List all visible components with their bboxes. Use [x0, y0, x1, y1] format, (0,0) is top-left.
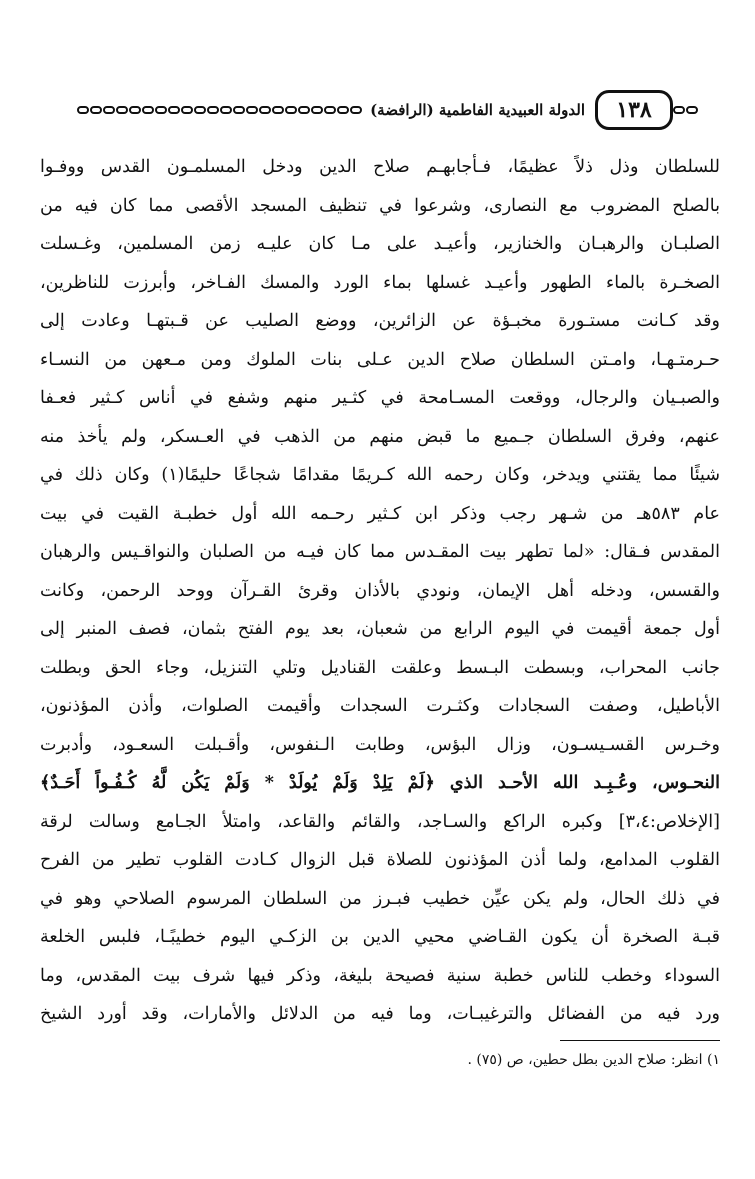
header-title: الدولة العبيدية الفاطمية (الرافضة)	[370, 101, 585, 119]
header-ornament-chain	[58, 106, 362, 114]
text-line: للسلطان وذل ذلاً عظيمًا، فـأجابهـم صلاح الدين ودخل المسلمـون القدس ووفـوا	[40, 157, 720, 177]
text-line: الصلبـان والرهبـان والخنازير، وأعيـد على مـا كان عليـه زمن المسلمين، وغـسلت	[40, 234, 720, 254]
text-line: وقد كـانت مستـورة مخبـؤة عن الزائرين، ووضع الصليب عن قـبتهـا وعادت إلى	[40, 311, 720, 331]
footnote: ١) انظر: صلاح الدين بطل حطين، ص (٧٥) .	[467, 1052, 720, 1068]
body-text	[40, 148, 720, 1034]
page-number: ١٣٨	[595, 90, 673, 130]
text-line: بالصلح المضروب مع النصارى، وشرعوا في تنظيف المسجد الأقصى مما كان فيه من	[40, 195, 720, 216]
text-line: جانب المحراب، وبسطت البـسط وعلقت القناديل وتلي التنزيل، وجاء الحق وبطلت	[40, 657, 720, 678]
text-line: [الإخلاص:٣،٤] وكبره الراكع والسـاجد، والقائم والقاعد، وامتلأ الجـامع وسالت لرقة	[40, 811, 720, 832]
running-header	[58, 90, 698, 130]
text-line: الصخـرة بالماء الطهور وأعيـد غسلها بماء الورد والمسك الفـاخر، وأبرزت للناظرين،	[40, 272, 720, 293]
header-ornament-right	[673, 106, 698, 114]
text-line: عنهم، وفرق السلطان جـميع ما قبض منهم من الذهب في العـسكر، ولم يأخذ منه	[40, 426, 720, 447]
text-line: عام ٥٨٣هـ من شـهر رجب وذكر ابن كـثير رحـمه الله أول خطبـة القيت في بيت	[40, 503, 720, 524]
text-line: شيئًا مما يقتني ويدخر، وكان رحمه الله كـريمًا مقدامًا شجاعًا حليمًا(١) وكان ذلك في	[40, 465, 720, 485]
text-line: والصبـيان والرجال، ووقعت المسـامحة في كثـير منهم وشفع في أناس كـثير فعـفا	[40, 388, 720, 408]
footnote-rule	[560, 1040, 720, 1041]
text-line: القلوب المدامع، ولما أذن المؤذنون للصلاة قبل الزوال كـادت القلوب تطير من الفرح	[40, 850, 720, 870]
text-line: السوداء وخطب للناس خطبة سنية فصيحة بليغة، وذكر فيها شرف بيت المقدس، وما	[40, 965, 720, 986]
text-line: أول جمعة أقيمت في اليوم الرابع من شعبان، بعد يوم الفتح بثمان، فصف المنبر إلى	[40, 619, 720, 639]
text-line: والقسس، ودخله أهل الإيمان، ونودي بالأذان وقرئ القـرآن ووحد الرحمن، وكانت	[40, 580, 720, 601]
text-line: الأباطيل، وصفت السجادات وكثـرت السجدات وأقيمت الصلوات، وأذن المؤذنون،	[40, 696, 720, 716]
text-line: ورد فيه من الفضائل والترغيبـات، وما فيه من الدلائل والأمارات، وقد أورد الشيخ	[40, 1004, 720, 1024]
text-line: في ذلك الحال، ولم يكن عيِّن خطيب فبـرز من السلطان المرسوم الصلاحي وهو في	[40, 888, 720, 909]
text-line: وخـرس القسـيسـون، وزال البؤس، وطابت الـنفوس، وأقـبلت السعـود، وأدبرت	[40, 734, 720, 755]
text-line: حـرمتـهـا، وامـتن السلطان صلاح الدين عـلى بنات الملوك ومن مـعهن من النسـاء	[40, 349, 720, 370]
text-line: المقدس فـقال: «لما تطهر بيت المقـدس مما كان فيـه من الصلبان والنواقـيس والرهبان	[40, 542, 720, 562]
text-line: قبـة الصخرة أن يكون القـاضي محيي الدين بن الزكـي اليوم خطيبًـا، فلبس الخلعة	[40, 927, 720, 947]
text-line-quran-verse: النحـوس، وعُـبِـد الله الأحـد الذي ﴿لَمْ يَلِدْ وَلَمْ يُولَدْ * وَلَمْ يَكُن لَّهُ كُـفُـواً أَحَـدٌ﴾	[40, 773, 720, 793]
